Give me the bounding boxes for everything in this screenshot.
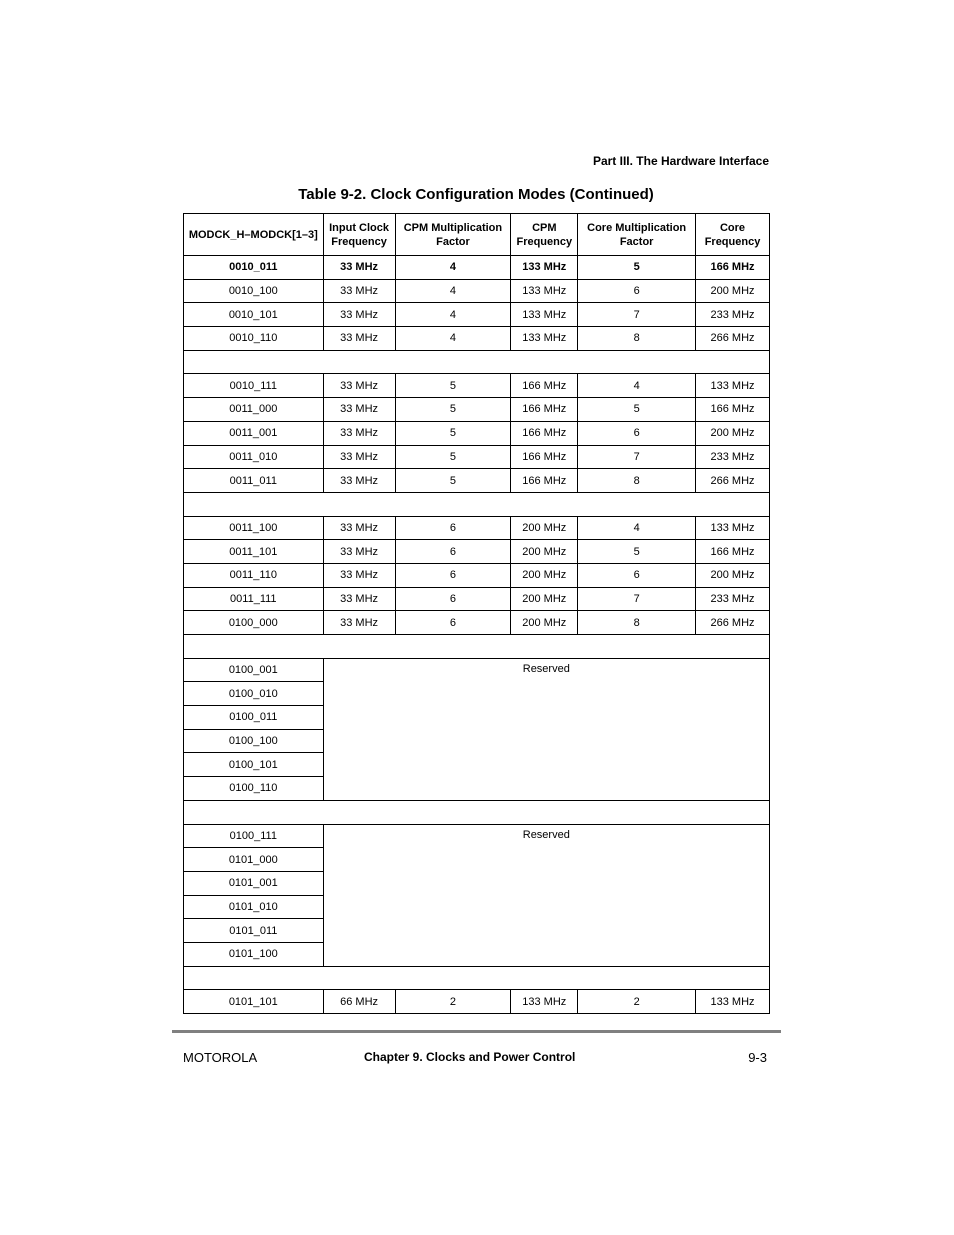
cell: 6 xyxy=(395,516,511,540)
cell: 0100_111 xyxy=(184,824,324,848)
footer-chapter: Chapter 9. Clocks and Power Control xyxy=(364,1050,576,1064)
cell: 266 MHz xyxy=(696,611,770,635)
cell: 4 xyxy=(395,279,511,303)
table-row xyxy=(184,398,770,422)
footer-divider xyxy=(172,1030,781,1033)
cell: 0101_011 xyxy=(184,919,324,943)
spacer-row xyxy=(184,350,770,374)
reserved-cell: Reserved xyxy=(323,824,769,966)
cell: 200 MHz xyxy=(696,421,770,445)
cell: 33 MHz xyxy=(323,469,395,493)
table-row xyxy=(184,445,770,469)
cell: 33 MHz xyxy=(323,516,395,540)
cell: 200 MHz xyxy=(511,516,578,540)
spacer-row xyxy=(184,800,770,824)
table-row xyxy=(184,824,770,848)
cell: 0011_111 xyxy=(184,587,324,611)
cell: 6 xyxy=(578,279,696,303)
col-header-modck: MODCK_H–MODCK[1–3] xyxy=(184,214,324,256)
cell: 0100_000 xyxy=(184,611,324,635)
cell: 33 MHz xyxy=(323,540,395,564)
cell: 6 xyxy=(395,563,511,587)
table-row xyxy=(184,303,770,327)
cell: 266 MHz xyxy=(696,469,770,493)
cell: 0100_010 xyxy=(184,682,324,706)
cell: 200 MHz xyxy=(511,540,578,564)
cell: 8 xyxy=(578,327,696,351)
cell: 0011_101 xyxy=(184,540,324,564)
cell: 33 MHz xyxy=(323,421,395,445)
cell: 133 MHz xyxy=(511,990,578,1014)
col-header-cpm-freq: CPM Frequency xyxy=(511,214,578,256)
col-header-cpm-mult: CPM Multiplication Factor xyxy=(395,214,511,256)
cell: 200 MHz xyxy=(511,563,578,587)
cell: 2 xyxy=(578,990,696,1014)
cell: 8 xyxy=(578,469,696,493)
spacer-row xyxy=(184,492,770,516)
spacer-cell xyxy=(184,492,770,516)
cell: 5 xyxy=(578,540,696,564)
cell: 133 MHz xyxy=(511,327,578,351)
cell: 33 MHz xyxy=(323,256,395,280)
footer-page-number: 9-3 xyxy=(748,1050,767,1065)
cell: 5 xyxy=(395,421,511,445)
cell: 166 MHz xyxy=(511,445,578,469)
table-row xyxy=(184,279,770,303)
cell: 0011_100 xyxy=(184,516,324,540)
cell: 5 xyxy=(395,374,511,398)
clock-config-table xyxy=(183,213,770,1014)
cell: 133 MHz xyxy=(696,516,770,540)
cell: 166 MHz xyxy=(511,469,578,493)
cell: 233 MHz xyxy=(696,303,770,327)
cell: 7 xyxy=(578,303,696,327)
cell: 5 xyxy=(395,469,511,493)
cell: 200 MHz xyxy=(511,611,578,635)
table-row xyxy=(184,990,770,1014)
cell: 5 xyxy=(578,398,696,422)
cell: 133 MHz xyxy=(511,303,578,327)
cell: 0100_100 xyxy=(184,729,324,753)
cell: 0011_000 xyxy=(184,398,324,422)
cell: 166 MHz xyxy=(511,374,578,398)
table-row xyxy=(184,374,770,398)
cell: 2 xyxy=(395,990,511,1014)
cell: 33 MHz xyxy=(323,587,395,611)
cell: 166 MHz xyxy=(511,398,578,422)
cell: 33 MHz xyxy=(323,374,395,398)
cell: 0011_001 xyxy=(184,421,324,445)
cell: 33 MHz xyxy=(323,303,395,327)
spacer-cell xyxy=(184,635,770,659)
cell: 5 xyxy=(578,256,696,280)
cell: 0011_110 xyxy=(184,563,324,587)
cell: 6 xyxy=(395,540,511,564)
cell: 0101_001 xyxy=(184,871,324,895)
spacer-cell xyxy=(184,800,770,824)
spacer-cell xyxy=(184,350,770,374)
footer-publisher: MOTOROLA xyxy=(183,1050,258,1065)
table-row xyxy=(184,587,770,611)
cell: 6 xyxy=(395,611,511,635)
cell: 4 xyxy=(395,256,511,280)
table-row xyxy=(184,516,770,540)
cell: 200 MHz xyxy=(696,563,770,587)
cell: 0100_001 xyxy=(184,658,324,682)
cell: 0010_111 xyxy=(184,374,324,398)
cell: 166 MHz xyxy=(696,256,770,280)
reserved-cell: Reserved xyxy=(323,658,769,800)
table-row xyxy=(184,327,770,351)
cell: 133 MHz xyxy=(696,374,770,398)
cell: 33 MHz xyxy=(323,398,395,422)
cell: 6 xyxy=(395,587,511,611)
cell: 0100_101 xyxy=(184,753,324,777)
cell: 6 xyxy=(578,563,696,587)
cell: 0100_110 xyxy=(184,777,324,801)
cell: 233 MHz xyxy=(696,587,770,611)
cell: 0101_010 xyxy=(184,895,324,919)
col-header-core-mult: Core Multiplication Factor xyxy=(578,214,696,256)
cell: 133 MHz xyxy=(696,990,770,1014)
cell: 0101_000 xyxy=(184,848,324,872)
spacer-row xyxy=(184,635,770,659)
cell: 7 xyxy=(578,445,696,469)
cell: 200 MHz xyxy=(511,587,578,611)
table-row xyxy=(184,658,770,682)
cell: 0010_101 xyxy=(184,303,324,327)
cell: 0100_011 xyxy=(184,706,324,730)
cell: 0010_011 xyxy=(184,256,324,280)
spacer-cell xyxy=(184,966,770,990)
cell: 0011_010 xyxy=(184,445,324,469)
cell: 33 MHz xyxy=(323,327,395,351)
cell: 166 MHz xyxy=(696,540,770,564)
cell: 4 xyxy=(395,303,511,327)
cell: 133 MHz xyxy=(511,256,578,280)
table-row xyxy=(184,611,770,635)
cell: 0101_100 xyxy=(184,942,324,966)
cell: 5 xyxy=(395,445,511,469)
cell: 133 MHz xyxy=(511,279,578,303)
cell: 8 xyxy=(578,611,696,635)
cell: 4 xyxy=(578,516,696,540)
table-row xyxy=(184,469,770,493)
cell: 33 MHz xyxy=(323,279,395,303)
cell: 7 xyxy=(578,587,696,611)
cell: 0011_011 xyxy=(184,469,324,493)
cell: 66 MHz xyxy=(323,990,395,1014)
cell: 266 MHz xyxy=(696,327,770,351)
cell: 0101_101 xyxy=(184,990,324,1014)
cell: 233 MHz xyxy=(696,445,770,469)
cell: 0010_110 xyxy=(184,327,324,351)
col-header-core-freq: Core Frequency xyxy=(696,214,770,256)
table-header-row xyxy=(184,214,770,256)
cell: 4 xyxy=(395,327,511,351)
cell: 166 MHz xyxy=(511,421,578,445)
table-row xyxy=(184,421,770,445)
cell: 4 xyxy=(578,374,696,398)
cell: 33 MHz xyxy=(323,445,395,469)
cell: 200 MHz xyxy=(696,279,770,303)
running-header: Part III. The Hardware Interface xyxy=(592,154,769,168)
table-row xyxy=(184,256,770,280)
cell: 33 MHz xyxy=(323,611,395,635)
table-title: Table 9-2. Clock Configuration Modes (Continued) xyxy=(298,186,654,203)
cell: 33 MHz xyxy=(323,563,395,587)
table-row xyxy=(184,563,770,587)
spacer-row xyxy=(184,966,770,990)
cell: 0010_100 xyxy=(184,279,324,303)
cell: 5 xyxy=(395,398,511,422)
cell: 6 xyxy=(578,421,696,445)
cell: 166 MHz xyxy=(696,398,770,422)
table-row xyxy=(184,540,770,564)
col-header-input-clock: Input Clock Frequency xyxy=(323,214,395,256)
